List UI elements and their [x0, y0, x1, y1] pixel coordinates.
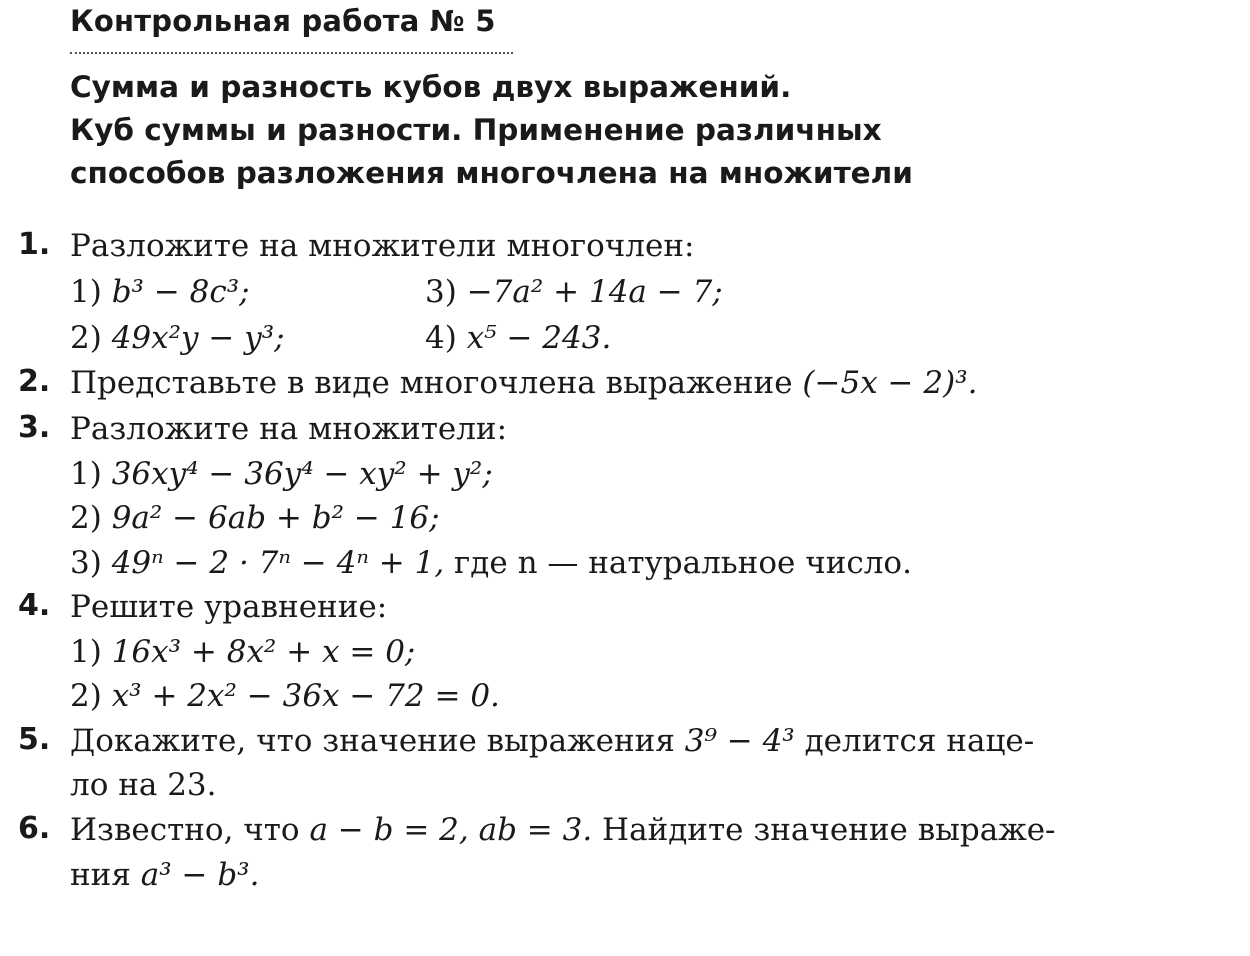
- task-1-item-1: [70, 272, 250, 312]
- math-expression: 49x²y − y³;: [111, 320, 285, 356]
- task-1-item-3: [425, 272, 723, 312]
- page-title: Контрольная работа № 5: [70, 4, 496, 38]
- subtitle-line-1: Сумма и разность кубов двух выражений.: [70, 70, 792, 104]
- math-condition-2: ab = 3.: [478, 812, 593, 848]
- item-tail-text: где n — натуральное число.: [454, 545, 912, 581]
- task-1-number: 1.: [18, 227, 51, 262]
- item-label: 2): [70, 500, 102, 536]
- task-4-prompt: Решите уравнение:: [70, 589, 388, 625]
- math-expression: 49ⁿ − 2 · 7ⁿ − 4ⁿ + 1,: [111, 545, 445, 581]
- item-label: 3): [70, 545, 102, 581]
- task-4-item-1: [70, 632, 415, 672]
- task-3-item-1: [70, 454, 493, 494]
- task-6-line-1: [70, 810, 1056, 850]
- task-6-text-end: Найдите значение выраже-: [602, 812, 1056, 848]
- task-4-number: 4.: [18, 588, 51, 623]
- task-2-prompt: [70, 363, 977, 403]
- math-expression: 3⁹ − 4³: [684, 723, 795, 759]
- math-expression: x³ + 2x² − 36x − 72 = 0.: [111, 678, 500, 714]
- task-5-line-1: [70, 721, 1034, 761]
- subtitle-line-3: способов разложения многочлена на множители: [70, 156, 913, 190]
- math-expression: a³ − b³.: [140, 857, 260, 893]
- task-1-item-2: [70, 318, 285, 358]
- item-label: 1): [70, 274, 102, 310]
- subtitle: [70, 66, 913, 195]
- math-expression: b³ − 8c³;: [111, 274, 250, 310]
- task-5-text: Докажите, что значение выражения: [70, 723, 675, 759]
- task-2-number: 2.: [18, 364, 51, 399]
- task-5-line-2: ло на 23.: [70, 767, 217, 803]
- task-3-item-3: [70, 543, 912, 583]
- item-label: 1): [70, 456, 102, 492]
- task-1-item-4: [425, 318, 611, 358]
- task-6-number: 6.: [18, 811, 51, 846]
- title-divider: [70, 52, 513, 54]
- subtitle-line-2: Куб суммы и разности. Применение различных: [70, 113, 882, 147]
- math-expression: (−5x − 2)³.: [802, 365, 978, 401]
- item-label: 3): [425, 274, 457, 310]
- task-1-prompt: Разложите на множители многочлен:: [70, 228, 695, 264]
- item-label: 2): [70, 678, 102, 714]
- item-label: 1): [70, 634, 102, 670]
- task-4-item-2: [70, 676, 500, 716]
- math-expression: 16x³ + 8x² + x = 0;: [111, 634, 416, 670]
- task-3-prompt: Разложите на множители:: [70, 411, 508, 447]
- math-expression: 9a² − 6ab + b² − 16;: [111, 500, 440, 536]
- math-expression: 36xy⁴ − 36y⁴ − xy² + y²;: [111, 456, 493, 492]
- item-label: 4): [425, 320, 457, 356]
- math-condition-1: a − b = 2,: [309, 812, 469, 848]
- task-3-item-2: [70, 498, 440, 538]
- task-3-number: 3.: [18, 410, 51, 445]
- task-6-text: Известно, что: [70, 812, 300, 848]
- task-6-line-2-text: ния: [70, 857, 131, 893]
- item-label: 2): [70, 320, 102, 356]
- task-2-text: Представьте в виде многочлена выражение: [70, 365, 793, 401]
- math-expression: x⁵ − 243.: [466, 320, 612, 356]
- task-5-number: 5.: [18, 722, 51, 757]
- task-6-line-2: [70, 855, 259, 895]
- math-expression: −7a² + 14a − 7;: [466, 274, 723, 310]
- task-5-text-end: делится наце-: [804, 723, 1035, 759]
